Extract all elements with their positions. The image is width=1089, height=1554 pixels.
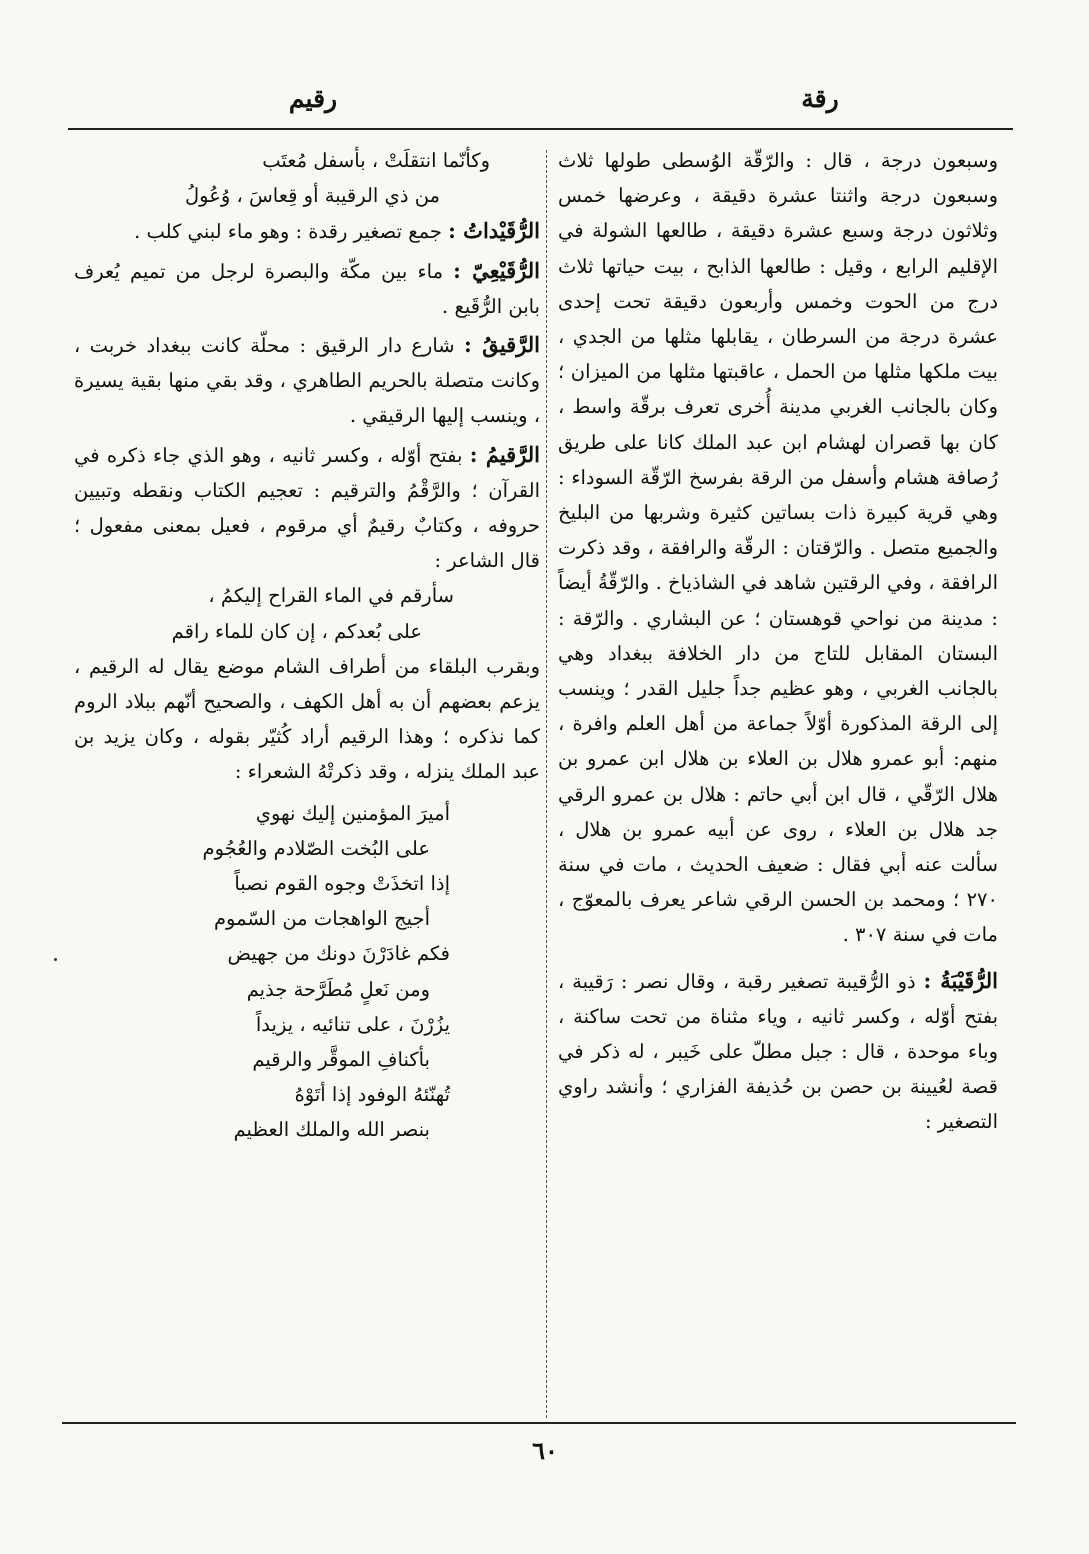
- entry-text: جمع تصغير رقدة : وهو ماء لبني كلب .: [134, 220, 442, 244]
- headword: الرَّقيمُ :: [469, 441, 541, 467]
- entry-gap: [558, 953, 998, 963]
- headword: الرَّقيقُ :: [464, 332, 541, 358]
- poem-line: تُهنّئهُ الوفود إذا أتَوْهُ: [294, 1083, 450, 1107]
- verse-line: على بُعدكم ، إن كان للماء راقم: [171, 619, 422, 643]
- poem: [74, 796, 540, 1148]
- entry-ruqaydat: [74, 213, 540, 249]
- poem-line: يزُرْنَ ، على تنائيه ، يزيداً: [255, 1012, 450, 1036]
- paragraph-raqim-location: وبقرب البلقاء من أطراف الشام موضع يقال له الرقيم ، يزعم بعضهم أن به أهل الكهف ، والصحيح أنّهم ببلاد الروم كما نذكره ؛ وهذا الرقيم أراد كُثيّر بقوله ، وكان يزيد بن عبد الملك ينزله ، وقد ذكرتْهُ الشعراء :: [74, 654, 540, 784]
- poem-line: إذا اتخذَتْ وجوه القوم نصباً: [234, 872, 450, 896]
- headword: الرُّقَيْبَةُ :: [923, 967, 999, 993]
- paragraph-raqqa-continued: وسبعون درجة ، قال : والرّقّة الوُسطى طولها ثلاث وسبعون درجة واثنتا عشرة دقيقة ، وعرضها خمس وثلاثون درجة وسبع عشرة دقيقة ، طالعها الشولة في الإقليم الرابع ، وقيل : طالعها الذابح ، بيت حياتها ثلاث درج من الحوت وخمس وأربعون دقيقة تحت إحدى عشرة درجة من السرطان ، يقابلها مثلها من الجدي ، بيت ملكها مثلها من الحمل ، عاقبتها مثلها من الميزان ؛ وكان بالجانب الغربي مدينة أُخرى تعرف برقّة واسط ، كان بها قصران لهشام ابن عبد الملك كانا على طريق رُصافة هشام وأسفل من الرقة بفرسخ الرّقّة السوداء : وهي قرية كبيرة ذات بساتين كثيرة وشربها من البليخ والجميع متصل . والرّقتان : الرقّة والرافقة ، وقد ذكرت الرافقة ، وفي الرقتين شاهد في الشاذياخ . والرّقّةُ أيضاً : مدينة من نواحي قوهستان ؛ عن البشاري . والرّقة : البستان المقابل للتاج من دار الخلافة ببغداد وهي بالجانب الغربي ، وهو عظيم جداً جليل القدر ؛ وينسب إلى الرقة المذكورة أوّلاً جماعة من أهل العلم وافرة ، منهم: أبو عمرو هلال بن العلاء بن هلال ابن عمرو بن هلال الرّقّي ، قال ابن أبي حاتم : هلال بن عمرو الرقي جد هلال بن العلاء ، روى عن أبيه عمرو بن هلال ، سألت عنه أبي فقال : ضعيف الحديث ، مات في سنة ٢٧٠ ؛ ومحمد بن الحسن الرقي شاعر يعرف بالمعوّج ، مات في سنة ٣٠٧ .: [558, 149, 998, 947]
- poem-line: فكم غادَرْنَ دونك من جهيض: [227, 942, 450, 966]
- entry-ruqayi: [74, 253, 540, 324]
- entry-raqiq: [74, 327, 540, 434]
- entry-text: بفتح أوّله ، وكسر ثانيه ، وهو الذي جاء ذكره في القرآن ؛ والرَّقْمُ والترقيم : تعجيم الكتاب ونقطه وتبيين حروفه ، وكتابٌ رقيمٌ أي مرقوم ، فعيل بمعنى مفعول ؛ قال الشاعر :: [74, 443, 540, 573]
- left-column: [74, 143, 540, 1148]
- poem-line: ومن نَعلٍ مُطَرَّحة جذيم: [246, 977, 430, 1001]
- poem-line: أميرَ المؤمنين إليك نهوي: [255, 801, 450, 825]
- entry-ruqayba: [558, 963, 998, 1140]
- entry-text: ذو الرُّقيبة تصغير رقبة ، وقال نصر : رَقيبة ، بفتح أوّله ، وكسر ثانيه ، وياء مثناة من تحت ساكنة ، وباء موحدة ، قال : جبل مطلّ على خَيبر ، له ذكر في قصة لعُيينة بن حصن بن حُذيفة الفزاري ؛ وأنشد راوي التصغير :: [558, 969, 998, 1134]
- entry-text: شارع دار الرقيق : محلّة كانت ببغداد خربت ، وكانت متصلة بالحريم الطاهري ، وقد بقي منها بقية يسيرة ، وينسب إليها الرقيقي .: [74, 334, 540, 428]
- header-rule: [68, 128, 1013, 130]
- right-column: [558, 143, 998, 1140]
- verse-line: وكأنّما انتقلَتْ ، بأسفل مُعتَب: [262, 149, 490, 172]
- headword: الرُّقَيْعِيّ :: [453, 257, 540, 283]
- page-number: ٦٠: [532, 1436, 558, 1465]
- verse-line: سأرقم في الماء القراح إليكمُ ،: [208, 584, 454, 608]
- poem-line: أجيج الواهجات من السّموم: [213, 907, 430, 931]
- poem-line: بنصر الله والملك العظيم: [233, 1118, 430, 1142]
- entry-raqim: [74, 437, 540, 579]
- footer-rule: [62, 1422, 1016, 1424]
- ink-speck: [54, 958, 57, 961]
- headword: الرُّقَيْداتُ :: [448, 218, 540, 244]
- poem-line: بأكنافِ الموقَّر والرقيم: [252, 1048, 430, 1072]
- verse-line: من ذي الرقيبة أو قِعاسَ ، وُعُولُ: [185, 184, 440, 208]
- running-head-left: رقيم: [288, 84, 338, 113]
- poem-line: على البُخت الصّلادم والعُجُوم: [202, 836, 430, 860]
- column-divider: [546, 150, 547, 1418]
- entry-text: ماء بين مكّة والبصرة لرجل من تميم يُعرف بابن الرُّقَيع .: [74, 259, 540, 318]
- running-head-right: رقة: [801, 84, 839, 113]
